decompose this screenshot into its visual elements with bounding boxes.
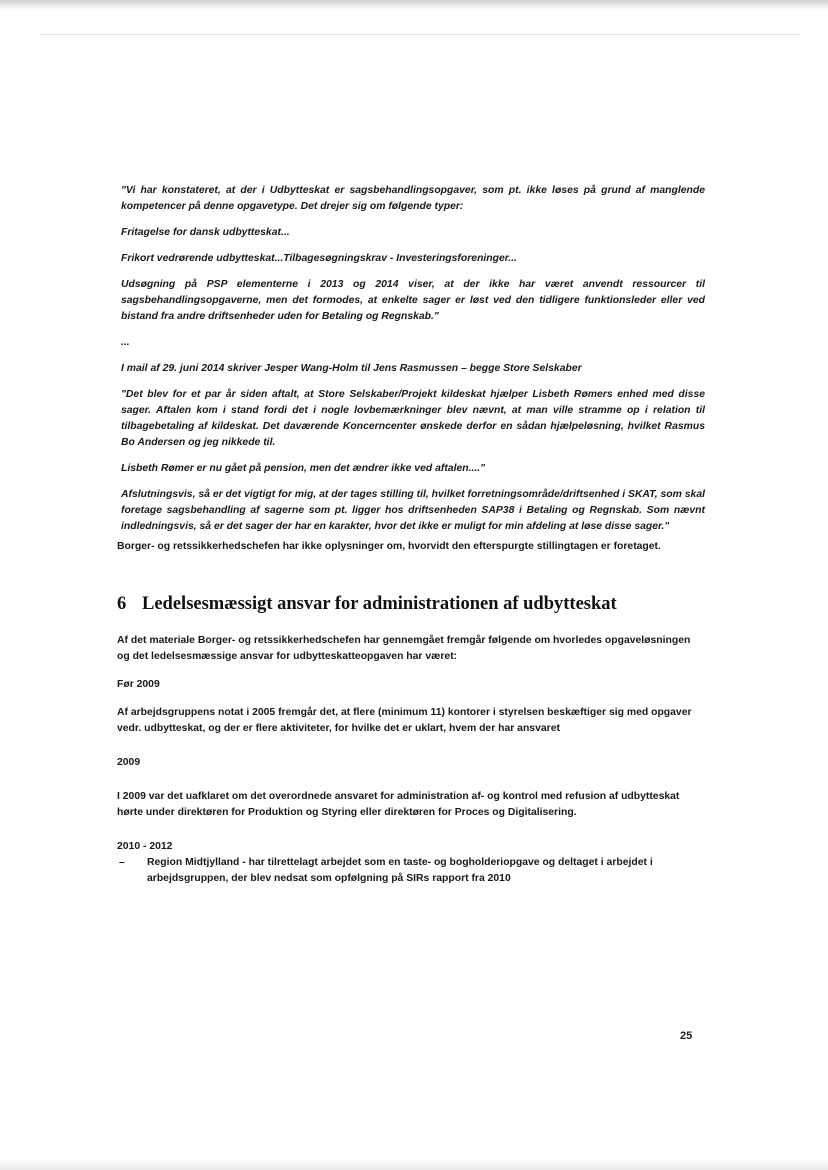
paragraph-2009: I 2009 var det uafklaret om det overordnede ansvaret for administration af- og kontrol med refusion af udbytteskat hørte under direktøren for Produktion og Styring eller direktøren for Proces og Digitalisering. bbox=[117, 791, 680, 818]
document-page bbox=[117, 183, 705, 887]
paragraph-before-2009: Af arbejdsgruppens notat i 2005 fremgår det, at flere (minimum 11) kontorer i styrelsen beskæftiger sig med opgaver vedr. udbytteskat, og der er flere aktiviteter, for hvilke det er uklart, hvem der har ansvaret bbox=[117, 707, 692, 734]
quote-paragraph-3: Frikort vedrørende udbytteskat...Tilbagesøgningskrav - Investeringsforeninger... bbox=[121, 253, 517, 264]
list-item-text: Region Midtjylland - har tilrettelagt arbejdet som en taste- og bogholderiopgave og deltaget i arbejdet i arbejdsgruppen, der blev nedsat som opfølgning på SIRs rapport fra 2010 bbox=[147, 857, 653, 884]
quote-ellipsis: ... bbox=[121, 337, 130, 348]
bullet-list bbox=[117, 855, 705, 887]
quote-paragraph-4: Udsøgning på PSP elementerne i 2013 og 2014 viser, at der ikke har været anvendt ressourcer til sagsbehandlingsopgaverne, men det formodes, at enkelte sager er løst ved den tidligere funktionsleder eller ved bistand fra andre driftsenheder uden for Betaling og Regnskab." bbox=[121, 279, 705, 322]
quote-paragraph-5: I mail af 29. juni 2014 skriver Jesper Wang-Holm til Jens Rasmussen – begge Store Selskaber bbox=[121, 363, 582, 374]
scan-bottom-edge bbox=[0, 1158, 828, 1170]
scan-top-edge bbox=[0, 0, 828, 10]
list-item bbox=[117, 855, 705, 887]
section-number: 6 bbox=[117, 594, 127, 614]
scan-faint-rule bbox=[40, 34, 800, 35]
quote-paragraph-2: Fritagelse for dansk udbytteskat... bbox=[121, 227, 290, 238]
after-quote-paragraph: Borger- og retssikkerhedschefen har ikke oplysninger om, hvorvidt den efterspurgte stillingtagen er foretaget. bbox=[117, 541, 661, 552]
section-intro: Af det materiale Borger- og retssikkerhedschefen har gennemgået fremgår følgende om hvorledes opgaveløsningen og det ledelsesmæssige ansvar for udbytteskatteopgaven har været: bbox=[117, 635, 691, 662]
subheading-before-2009: Før 2009 bbox=[117, 679, 160, 690]
section-title: Ledelsesmæssigt ansvar for administrationen af udbytteskat bbox=[142, 594, 617, 614]
subheading-2010-2012: 2010 - 2012 bbox=[117, 841, 173, 852]
quote-paragraph-1: "Vi har konstateret, at der i Udbytteskat er sagsbehandlingsopgaver, som pt. ikke løses på grund af manglende kompetencer på denne opgavetype. Det drejer sig om følgende typer: bbox=[121, 185, 705, 212]
quote-paragraph-8: Afslutningsvis, så er det vigtigt for mig, at der tages stilling til, hvilket forretningsområde/driftsenhed i SKAT, som skal foretage sagsbehandling af sagerne som pt. ligger hos driftsenheden SAP38 i Betaling og Regnskab. Som nævnt indledningsvis, så er det sager der har en karakter, hvor det ikke er muligt for min afdeling at løse disse sager." bbox=[121, 489, 705, 532]
subheading-2009: 2009 bbox=[117, 757, 141, 768]
dash-bullet: – bbox=[119, 857, 125, 868]
section-heading bbox=[117, 593, 705, 615]
page-number: 25 bbox=[680, 1030, 693, 1042]
quoted-block bbox=[117, 183, 705, 535]
quote-paragraph-7: Lisbeth Rømer er nu gået på pension, men det ændrer ikke ved aftalen...." bbox=[121, 463, 486, 474]
quote-paragraph-6: "Det blev for et par år siden aftalt, at Store Selskaber/Projekt kildeskat hjælper Lisbeth Rømers enhed med disse sager. Aftalen kom i stand fordi det i nogle lovbemærkninger blev nævnt, at man ville stramme op i relation til tilbagebetaling af kildeskat. Det daværende Koncerncenter ønskede derfor en sådan hjælpeløsning, hvilket Rasmus Bo Andersen og jeg nikkede til. bbox=[121, 389, 705, 448]
